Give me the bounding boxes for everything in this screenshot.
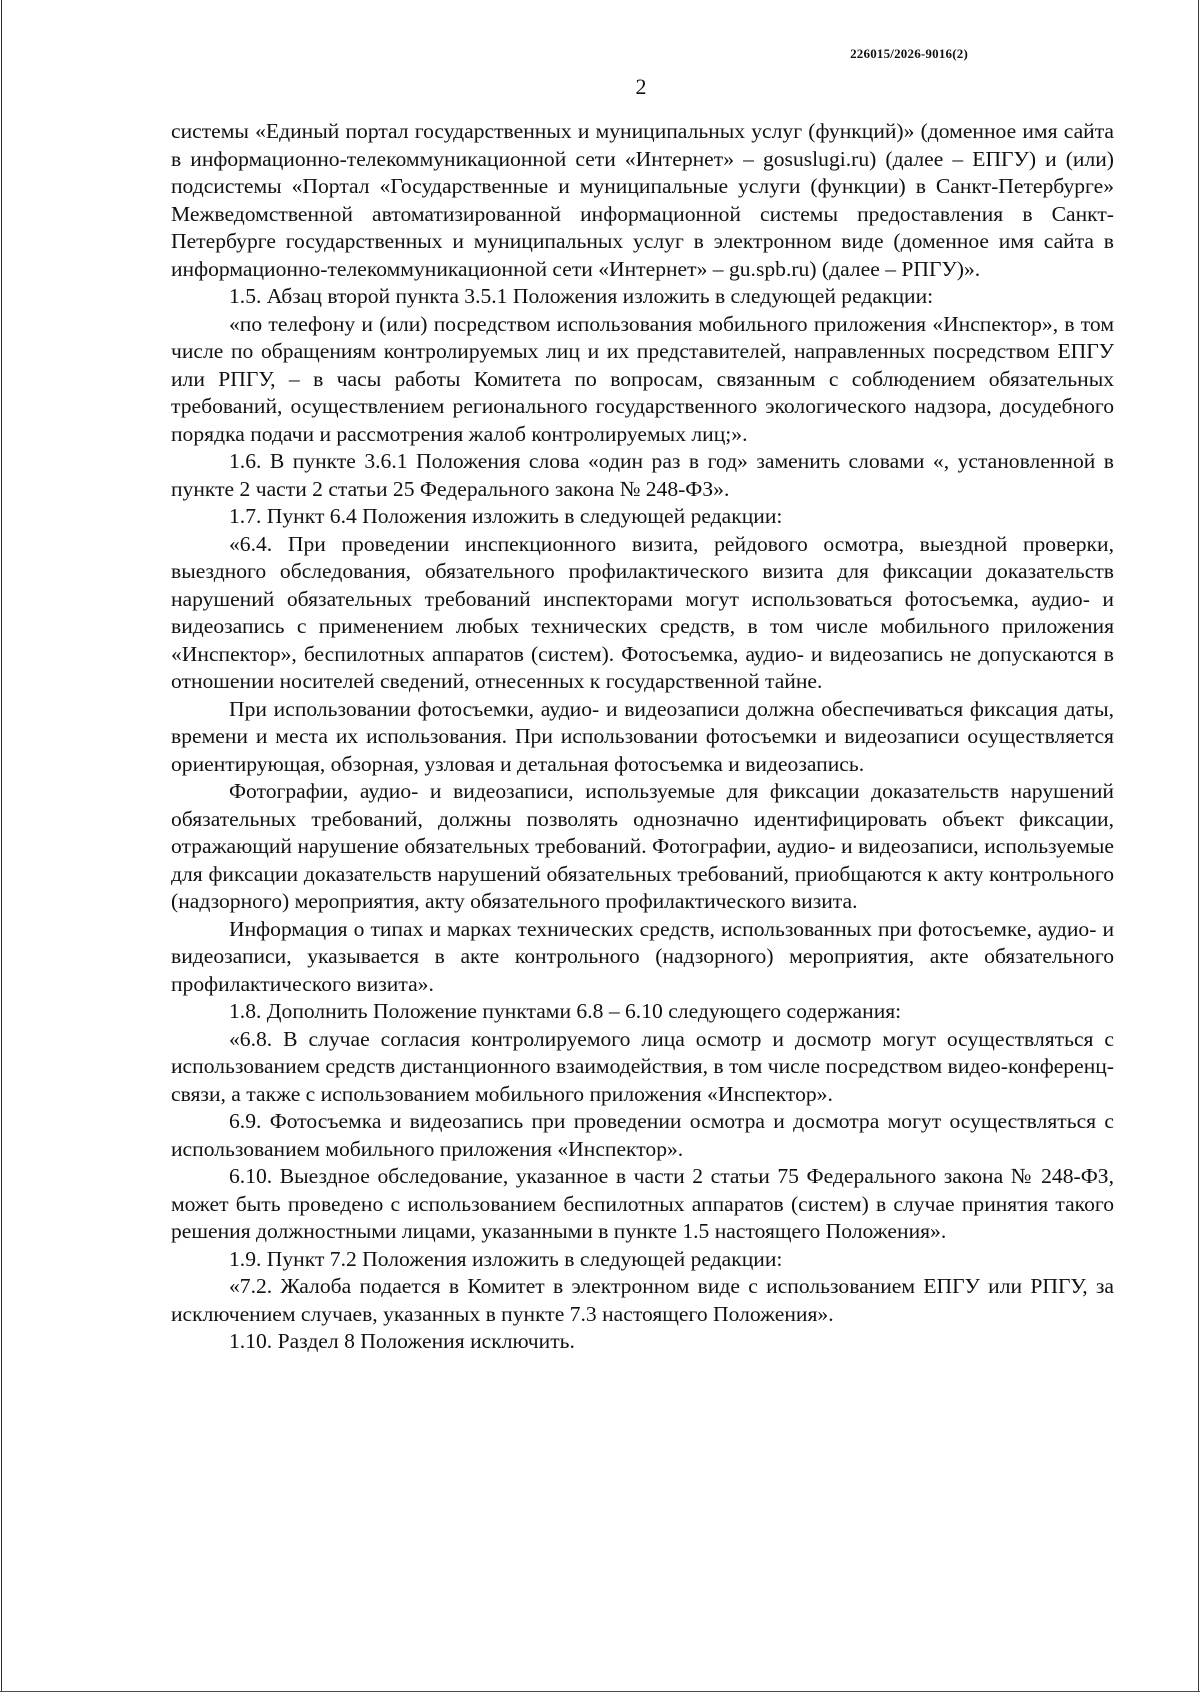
paragraph-6-4-photos: Фотографии, аудио- и видеозаписи, используемые для фиксации доказательств нарушений обязательных требований, должны позволять однозначно идентифицировать объект фиксации, отражающий нарушение обязательных требований. Фотографии, аудио- и видеозаписи, используемые для фиксации доказательств нарушений обязательных требований, приобщаются к акту контрольного (надзорного) мероприятия, акту обязательного профилактического визита. — [171, 779, 1114, 913]
paragraph-6-10: 6.10. Выездное обследование, указанное в части 2 статьи 75 Федерального закона № 248-ФЗ, может быть проведено с использованием беспилотных аппаратов (систем) в случае принятия такого решения должностными лицами, указанными в пункте 1.5 настоящего Положения». — [171, 1164, 1114, 1243]
paragraph-1-7: 1.7. Пункт 6.4 Положения изложить в следующей редакции: — [229, 504, 783, 528]
scan-edge-right — [1198, 0, 1199, 1692]
paragraph-1-5-quote: «по телефону и (или) посредством использования мобильного приложения «Инспектор», в том числе по обращениям контролируемых лиц и их представителей, направленных посредством ЕПГУ или РПГУ, – в часы работы Комитета по вопросам, связанным с соблюдением обязательных требований, осуществлением регионального государственного экологического надзора, досудебного порядка подачи и рассмотрения жалоб контролируемых лиц;». — [171, 311, 1114, 446]
paragraph-1-5: 1.5. Абзац второй пункта 3.5.1 Положения изложить в следующей редакции: — [229, 284, 934, 308]
scan-edge-left — [1, 0, 2, 1692]
paragraph-6-9: 6.9. Фотосъемка и видеозапись при проведении осмотра и досмотра могут осуществляться с использованием мобильного приложения «Инспектор». — [171, 1109, 1114, 1161]
paragraph-6-4: «6.4. При проведении инспекционного визита, рейдового осмотра, выездной проверки, выездного обследования, обязательного профилактического визита для фиксации доказательств нарушений обязательных требований инспекторами могут использоваться фотосъемка, аудио- и видеозапись с применением любых технических средств, в том числе мобильного приложения «Инспектор», беспилотных аппаратов (систем). Фотосъемка, аудио- и видеозапись не допускаются в отношении носителей сведений, отнесенных к государственной тайне. — [171, 531, 1114, 693]
paragraph-6-4-equipment: Информация о типах и марках технических средств, использованных при фотосъемке, аудио- и видеозаписи, указывается в акте контрольного (надзорного) мероприятия, акте обязательного профилактического визита». — [171, 916, 1114, 996]
document-registration-code: 226015/2026-9016(2) — [850, 46, 968, 61]
paragraph-continuation: системы «Единый портал государственных и муниципальных услуг (функций)» (доменное имя сайта в информационно-телекоммуникационной сети «Интернет» – gosuslugi.ru) (далее – ЕПГУ) и (или) подсистемы «Портал «Государственные и муниципальные услуги (функции) в Санкт-Петербурге» Межведомственной автоматизированной информационной системы предоставления в Санкт-Петербурге государственных и муниципальных услуг в электронном виде (доменное имя сайта в информационно-телекоммуникационной сети «Интернет» – gu.spb.ru) (далее – РПГУ)». — [171, 119, 1114, 281]
page-number: 2 — [635, 74, 647, 99]
paragraph-1-10: 1.10. Раздел 8 Положения исключить. — [229, 1329, 575, 1353]
paragraph-7-2: «7.2. Жалоба подается в Комитет в электронном виде с использованием ЕПГУ или РПГУ, за исключением случаев, указанных в пункте 7.3 настоящего Положения». — [171, 1274, 1114, 1326]
document-body — [171, 118, 1114, 1356]
paragraph-1-9: 1.9. Пункт 7.2 Положения изложить в следующей редакции: — [229, 1246, 783, 1271]
paragraph-1-6: 1.6. В пункте 3.6.1 Положения слова «один раз в год» заменить словами «, установленной в пункте 2 части 2 статьи 25 Федерального закона № 248-ФЗ». — [171, 449, 1114, 501]
paragraph-6-8: «6.8. В случае согласия контролируемого лица осмотр и досмотр могут осуществляться с использованием средств дистанционного взаимодействия, в том числе посредством видео-конференц-связи, а также с использованием мобильного приложения «Инспектор». — [171, 1026, 1114, 1106]
paragraph-6-4-fixation: При использовании фотосъемки, аудио- и видеозаписи должна обеспечиваться фиксация даты, времени и места их использования. При использовании фотосъемки и видеозаписи осуществляется ориентирующая, обзорная, узловая и детальная фотосъемка и видеозапись. — [171, 696, 1114, 776]
paragraph-1-8: 1.8. Дополнить Положение пунктами 6.8 – 6.10 следующего содержания: — [229, 999, 902, 1023]
